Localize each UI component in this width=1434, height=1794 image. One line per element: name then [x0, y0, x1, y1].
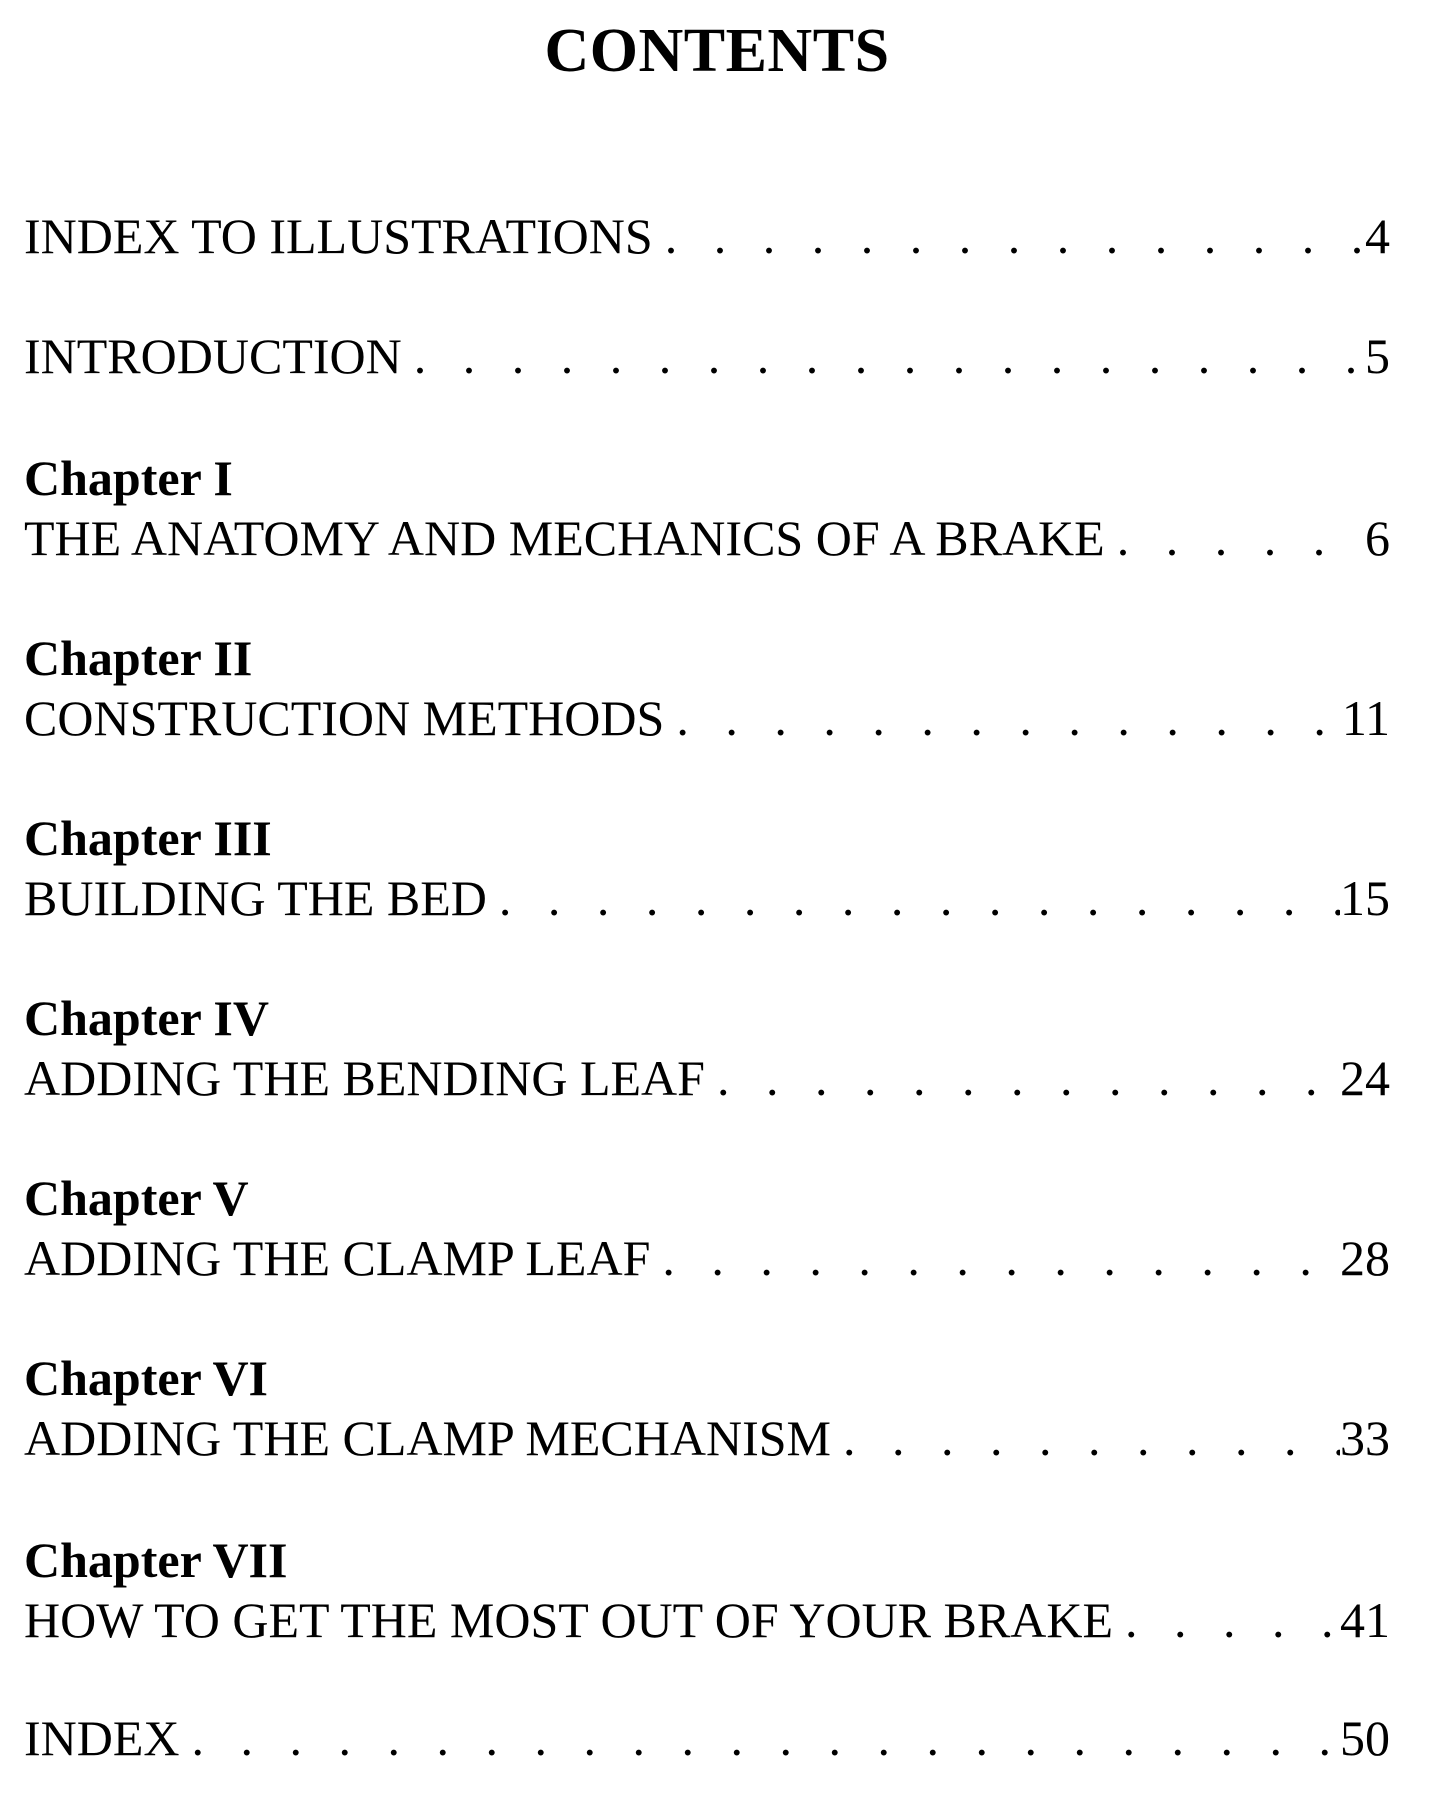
dot-leader	[831, 1408, 1340, 1468]
toc-title: CONSTRUCTION METHODS	[24, 690, 665, 746]
toc-line	[24, 1048, 1390, 1108]
toc-entry-chapter-1[interactable]	[24, 448, 1390, 568]
chapter-label: Chapter V	[24, 1170, 249, 1226]
toc-title: INTRODUCTION	[24, 328, 402, 384]
chapter-label: Chapter IV	[24, 990, 269, 1046]
toc-line	[24, 508, 1390, 568]
dot-leader	[653, 206, 1364, 266]
dot-leader	[180, 1708, 1340, 1768]
toc-title: ADDING THE CLAMP MECHANISM	[24, 1410, 831, 1466]
toc-entry-chapter-2[interactable]	[24, 628, 1390, 748]
dot-leader	[705, 1048, 1340, 1108]
toc-title: ADDING THE BENDING LEAF	[24, 1050, 705, 1106]
toc-page-number: 15	[1340, 870, 1390, 926]
toc-entry-chapter-6[interactable]	[24, 1348, 1390, 1468]
toc-line	[24, 206, 1390, 266]
toc-entry-index-to-illustrations[interactable]	[24, 206, 1390, 266]
dot-leader	[1105, 508, 1364, 568]
toc-line	[24, 1708, 1390, 1768]
chapter-label: Chapter III	[24, 810, 272, 866]
dot-leader	[402, 326, 1364, 386]
page-title: CONTENTS	[544, 17, 890, 85]
dot-leader	[487, 868, 1340, 928]
chapter-label: Chapter VII	[24, 1532, 288, 1588]
toc-line	[24, 1408, 1390, 1468]
toc-page-number: 28	[1340, 1230, 1390, 1286]
toc-page-number: 6	[1365, 510, 1390, 566]
toc-page-number: 5	[1365, 328, 1390, 384]
toc-title: BUILDING THE BED	[24, 870, 487, 926]
toc-title: HOW TO GET THE MOST OUT OF YOUR BRAKE	[24, 1592, 1113, 1648]
toc-title: THE ANATOMY AND MECHANICS OF A BRAKE	[24, 510, 1105, 566]
toc-line	[24, 1228, 1390, 1288]
toc-page-number: 41	[1340, 1592, 1390, 1648]
toc-line	[24, 326, 1390, 386]
toc-entry-chapter-5[interactable]	[24, 1168, 1390, 1288]
chapter-label: Chapter II	[24, 630, 253, 686]
dot-leader	[664, 688, 1342, 748]
toc-line	[24, 688, 1390, 748]
dot-leader	[1113, 1590, 1340, 1650]
toc-entry-introduction[interactable]	[24, 326, 1390, 386]
toc-entry-index[interactable]	[24, 1708, 1390, 1768]
chapter-label: Chapter VI	[24, 1350, 269, 1406]
toc-line	[24, 1590, 1390, 1650]
toc-entry-chapter-3[interactable]	[24, 808, 1390, 928]
toc-page-number: 11	[1341, 690, 1390, 746]
toc-page-number: 24	[1340, 1050, 1390, 1106]
toc-page-number: 4	[1365, 208, 1390, 264]
toc-title: INDEX TO ILLUSTRATIONS	[24, 208, 653, 264]
toc-page-number: 50	[1340, 1710, 1390, 1766]
toc-page-number: 33	[1340, 1410, 1390, 1466]
chapter-label: Chapter I	[24, 450, 233, 506]
toc-line	[24, 868, 1390, 928]
toc-entry-chapter-4[interactable]	[24, 988, 1390, 1108]
dot-leader	[650, 1228, 1340, 1288]
toc-title: ADDING THE CLAMP LEAF	[24, 1230, 651, 1286]
toc-entry-chapter-7[interactable]	[24, 1530, 1390, 1650]
toc-title: INDEX	[24, 1710, 180, 1766]
